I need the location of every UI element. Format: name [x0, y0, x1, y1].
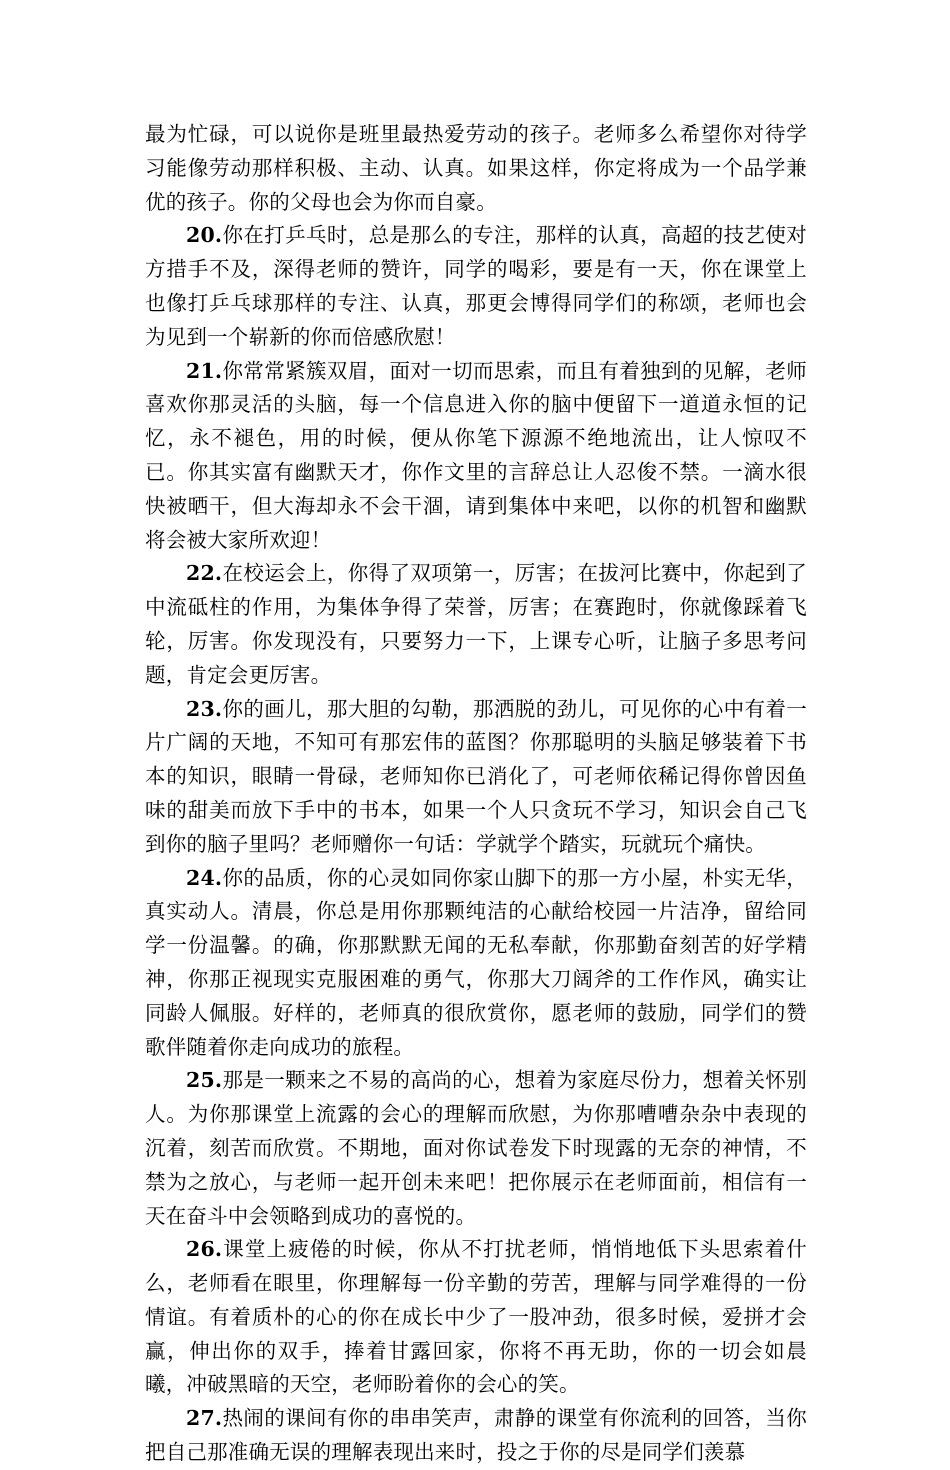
paragraph-text: 你的品质，你的心灵如同你家山脚下的那一方小屋，朴实无华，真实动人。清晨，你总是用你那颗纯洁的心献给校园一片洁净，留给同学一份温馨。的确，你那默默无闻的无私奉献，你那勤奋刻苦的好学精神，你那正视现实克服困难的勇气，你那大刀阔斧的工作作风，确实让同龄人佩服。好样的，老师真的很欣赏你，愿老师的鼓励，同学们的赞歌伴随着你走向成功的旅程。	[145, 865, 807, 1059]
paragraph-text: 你常常紧簇双眉，面对一切而思索，而且有着独到的见解，老师喜欢你那灵活的头脑，每一个信息进入你的脑中便留下一道道永恒的记忆，永不褪色，用的时候，便从你笔下源源不绝地流出，让人惊叹不已。你其实富有幽默天才，你作文里的言辞总让人忍俊不禁。一滴水很快被晒干，但大海却永不会干涸，请到集体中来吧，以你的机智和幽默将会被大家所欢迎！	[145, 358, 807, 552]
paragraph-text: 在校运会上，你得了双项第一，厉害；在拔河比赛中，你起到了中流砥柱的作用，为集体争得了荣誉，厉害；在赛跑时，你就像踩着飞轮，厉害。你发现没有，只要努力一下，上课专心听，让脑子多思考问题，肯定会更厉害。	[145, 561, 807, 687]
paragraph-continuation	[145, 118, 807, 219]
paragraph-number: 23.	[186, 696, 223, 721]
paragraph-21	[145, 355, 807, 558]
paragraph-number: 25.	[186, 1068, 223, 1093]
paragraph-20	[145, 219, 807, 354]
paragraph-27	[145, 1402, 807, 1470]
paragraph-number: 20.	[186, 223, 223, 248]
paragraph-number: 24.	[186, 865, 223, 890]
paragraph-text: 热闹的课间有你的串串笑声，肃静的课堂有你流利的回答，当你把自己那准确无误的理解表现出来时，投之于你的尽是同学们羡慕	[145, 1406, 807, 1465]
paragraph-number: 27.	[186, 1406, 223, 1431]
paragraph-number: 21.	[186, 358, 223, 383]
paragraph-text: 你在打乒乓时，总是那么的专注，那样的认真，高超的技艺使对方措手不及，深得老师的赞许，同学的喝彩，要是有一天，你在课堂上也像打乒乓球那样的专注、认真，那更会博得同学们的称颂，老师也会为见到一个崭新的你而倍感欣慰！	[145, 223, 807, 349]
document-page	[145, 118, 807, 1470]
paragraph-text: 课堂上疲倦的时候，你从不打扰老师，悄悄地低下头思索着什么，老师看在眼里，你理解每一份辛勤的劳苦，理解与同学难得的一份情谊。有着质朴的心的你在成长中少了一股冲劲，很多时候，爱拼才会赢，伸出你的双手，捧着甘露回家，你将不再无助，你的一切会如晨曦，冲破黑暗的天空，老师盼着你的会心的笑。	[145, 1237, 807, 1397]
paragraph-number: 26.	[186, 1237, 223, 1262]
paragraph-24	[145, 862, 807, 1065]
paragraph-23	[145, 693, 807, 862]
paragraph-25	[145, 1064, 807, 1233]
paragraph-number: 22.	[186, 561, 223, 586]
paragraph-text: 最为忙碌，可以说你是班里最热爱劳动的孩子。老师多么希望你对待学习能像劳动那样积极、主动、认真。如果这样，你定将成为一个品学兼优的孩子。你的父母也会为你而自豪。	[145, 122, 807, 214]
paragraph-22	[145, 557, 807, 692]
paragraph-26	[145, 1233, 807, 1402]
paragraph-text: 那是一颗来之不易的高尚的心，想着为家庭尽份力，想着关怀别人。为你那课堂上流露的会心的理解而欣慰，为你那嘈嘈杂杂中表现的沉着，刻苦而欣赏。不期地，面对你试卷发下时现露的无奈的神情，不禁为之放心，与老师一起开创未来吧！把你展示在老师面前，相信有一天在奋斗中会领略到成功的喜悦的。	[145, 1068, 807, 1228]
paragraph-text: 你的画儿，那大胆的勾勒，那洒脱的劲儿，可见你的心中有着一片广阔的天地，不知可有那宏伟的蓝图？你那聪明的头脑足够装着下书本的知识，眼睛一骨碌，老师知你已消化了，可老师依稀记得你曾因鱼味的甜美而放下手中的书本，如果一个人只贪玩不学习，知识会自己飞到你的脑子里吗？老师赠你一句话：学就学个踏实，玩就玩个痛快。	[145, 696, 807, 856]
